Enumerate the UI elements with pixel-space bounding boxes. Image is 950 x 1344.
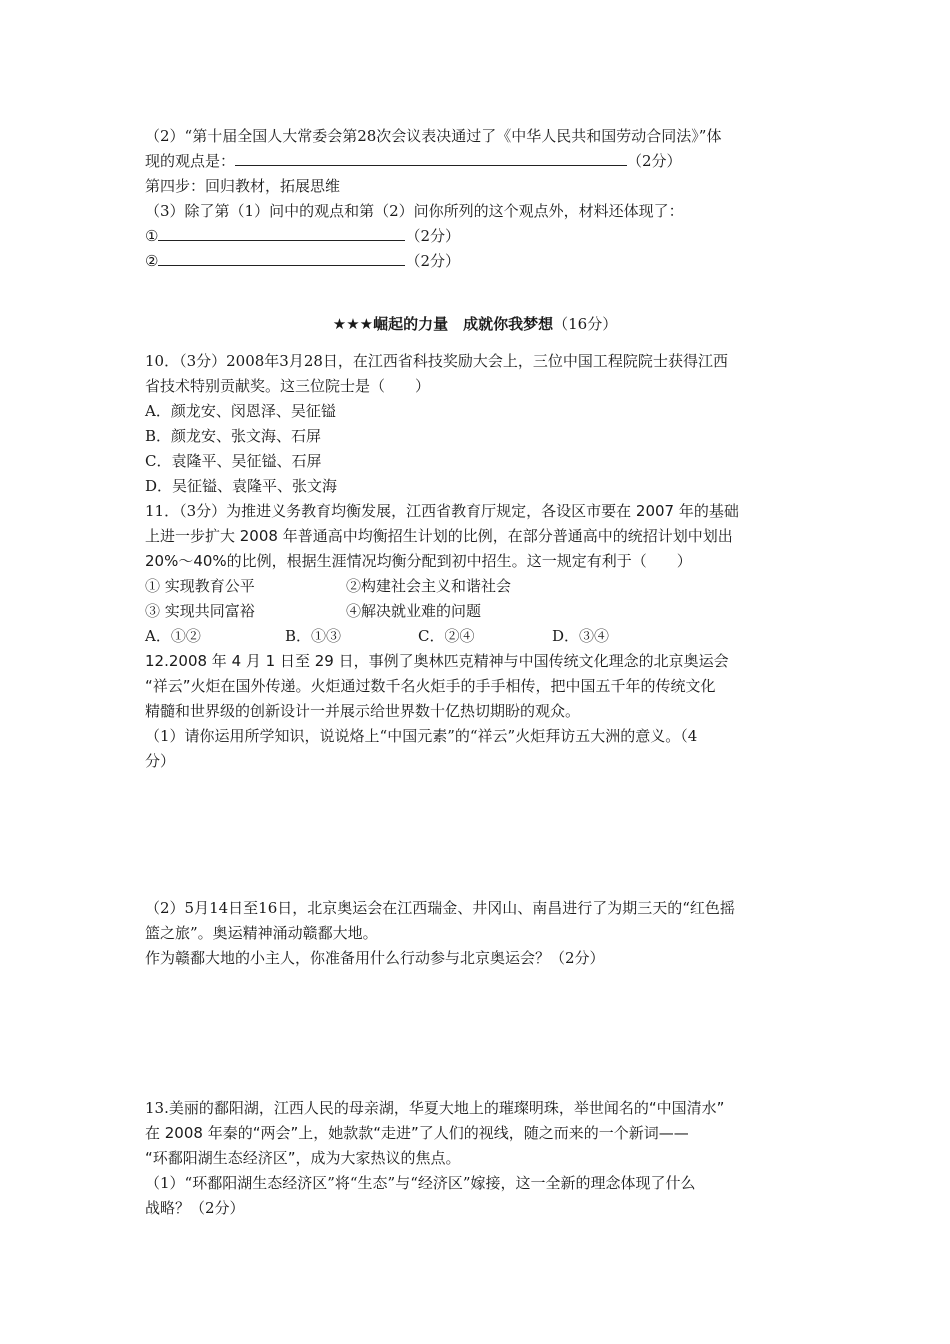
q13-line2: 在 2008 年秦的“两会”上，她款款“走进”了人们的视线，随之而来的一个新词—— [145, 1124, 689, 1142]
q9-part2-line2 [145, 151, 682, 171]
q13-part1-line2: 战略？（2分） [145, 1199, 245, 1217]
q11-question: 这一规定有利于（ ） [526, 552, 692, 570]
q11-answer-d: D．③④ [552, 627, 610, 645]
q11-stem-part3: 20%～40%的比例，根据生涯情况均衡分配到初中招生。 [145, 552, 527, 570]
q11-number: 11．（3分） [145, 502, 227, 520]
q12-line2: “祥云”火炬在国外传递。火炬通过数千名火炬手的手手相传，把中国五千年的传统文化 [145, 677, 716, 695]
q11-answer-a: A．①② [145, 627, 201, 645]
q11-line2: 上进一步扩大 2008 年普通高中均衡招生计划的比例，在部分普通高中的统招计划中划出 [145, 527, 733, 545]
q9-part3-blank1-row [145, 226, 460, 246]
q9-part2-line1: （2）“第十届全国人大常委会第28次会议表决通过了《中华人民共和国劳动合同法》”体 [145, 127, 722, 145]
q10-option-c: C．袁隆平、吴征镒、石屏 [145, 452, 322, 470]
q10-option-b: B．颜龙安、张文海、石屏 [145, 427, 322, 445]
q11-choice4: ④解决就业难的问题 [346, 602, 482, 620]
step4-title: 第四步：回归教材，拓展思维 [145, 177, 341, 195]
q12-line1: 12.2008 年 4 月 1 日至 29 日，事例了奥林匹克精神与中国传统文化理念的北京奥运会 [145, 652, 729, 670]
q13-part1-line1: （1）“环鄱阳湖生态经济区”将“生态”与“经济区”嫁接，这一全新的理念体现了什么 [145, 1174, 696, 1192]
q11-line1 [145, 501, 739, 521]
q13-line3: “环鄱阳湖生态经济区”，成为大家热议的焦点。 [145, 1149, 461, 1167]
answer-blank-q9-part2[interactable] [235, 151, 627, 166]
q10-line1: 10．（3分）2008年3月28日，在江西省科技奖励大会上，三位中国工程院院士获得江西 [145, 352, 728, 370]
blank1-label: ① [145, 227, 159, 245]
q9-part3-blank2-row [145, 251, 460, 271]
q11-answer-c: C．②④ [418, 627, 475, 645]
q13-number: 13. [145, 1099, 169, 1117]
section-heading-title: ★★★崛起的力量 成就你我梦想 [332, 315, 554, 333]
q12-part2-line2: 篮之旅”。奥运精神涌动赣鄱大地。 [145, 924, 378, 942]
q13-line1 [145, 1098, 724, 1118]
q11-choice3: ③ 实现共同富裕 [145, 602, 255, 620]
answer-blank-2[interactable] [158, 251, 405, 266]
q11-choice1: ① 实现教育公平 [145, 577, 255, 595]
q12-line3: 精髓和世界级的创新设计一并展示给世界数十亿热切期盼的观众。 [145, 702, 581, 720]
q12-part1-line1: （1）请你运用所学知识，说说烙上“中国元素”的“祥云”火炬拜访五大洲的意义。（4 [145, 727, 698, 745]
q11-stem-part1: 为推进义务教育均衡发展，江西省教育厅规定，各设区市要在 2007 年的基础 [226, 502, 739, 520]
q9-part3: （3）除了第（1）问中的观点和第（2）问你所列的这个观点外，材料还体现了： [145, 202, 684, 220]
q10-line2: 省技术特别贡献奖。这三位院士是（ ） [145, 377, 431, 395]
q9-part2-score: （2分） [627, 152, 682, 170]
section-heading [0, 314, 950, 334]
q11-answer-b: B．①③ [285, 627, 342, 645]
q12-part2-line3: 作为赣鄱大地的小主人，你准备用什么行动参与北京奥运会？（2分） [145, 949, 605, 967]
blank2-score: （2分） [405, 252, 460, 270]
blank1-score: （2分） [405, 227, 460, 245]
answer-blank-1[interactable] [158, 226, 405, 241]
q13-stem-part1: 美丽的鄱阳湖，江西人民的母亲湖，华夏大地上的璀璨明珠，举世闻名的“中国清水” [168, 1099, 725, 1117]
blank2-label: ② [145, 252, 159, 270]
q10-option-a: A．颜龙安、闵恩泽、吴征镒 [145, 402, 336, 420]
section-heading-score: （16分） [553, 315, 618, 333]
q9-part2-prompt: 现的观点是： [145, 152, 236, 170]
q11-line3 [145, 551, 692, 571]
q12-part2-line1: （2）5月14日至16日，北京奥运会在江西瑞金、井冈山、南昌进行了为期三天的“红色摇 [145, 899, 735, 917]
q11-choice2: ②构建社会主义和谐社会 [346, 577, 512, 595]
q12-part1-line2: 分） [145, 752, 176, 770]
q10-option-d: D．吴征镒、袁隆平、张文海 [145, 477, 338, 495]
